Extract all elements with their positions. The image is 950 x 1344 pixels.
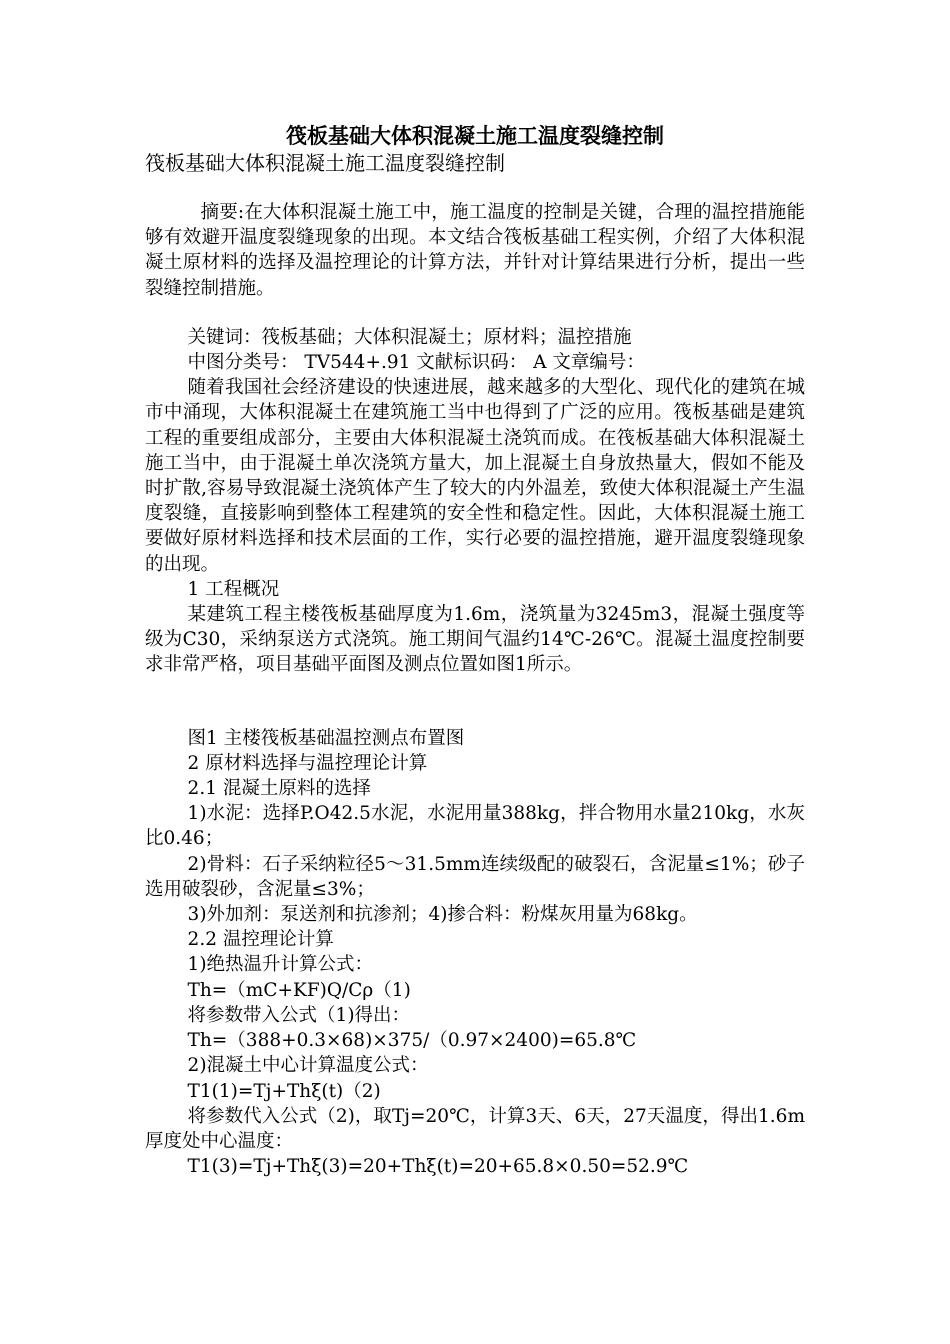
section-2-2-heading: 2.2 温控理论计算 (187, 929, 334, 951)
list-item-cement: 1)水泥：选择P.O42.5水泥，水泥用量388kg，拌合物用水量210kg，水灰比0.46； (145, 803, 805, 850)
list-item-admixture: 3)外加剂：泵送剂和抗渗剂；4)掺合料：粉煤灰用量为68kg。 (187, 904, 698, 926)
formula-2-title: 2)混凝土中心计算温度公式： (187, 1055, 429, 1077)
section-2-heading: 2 原材料选择与温控理论计算 (187, 752, 428, 774)
section-2-1-heading: 2.1 混凝土原料的选择 (187, 778, 371, 800)
figure-1-caption: 图1 主楼筏板基础温控测点布置图 (187, 727, 465, 749)
section-1-heading: 1 工程概况 (187, 578, 280, 600)
formula-1-sub-intro: 将参数带入公式（1)得出： (187, 1004, 411, 1026)
formula-1-result: Th=（388+0.3×68)×375/（0.97×2400)=65.8℃ (187, 1030, 637, 1052)
document-subtitle: 筏板基础大体积混凝土施工温度裂缝控制 (145, 151, 505, 175)
document-body (145, 200, 805, 1179)
spacer (145, 301, 805, 325)
section-1-paragraph: 某建筑工程主楼筏板基础厚度为1.6m，浇筑量为3245m3，混凝土强度等级为C30，采纳泵送方式浇筑。施工期间气温约14℃-26℃。混凝土温度控制要求非常严格，项目基础平面图及测点位置如图1所示。 (145, 604, 805, 676)
abstract-paragraph: 摘要:在大体积混凝土施工中，施工温度的控制是关键，合理的温控措施能够有效避开温度裂缝现象的出现。本文结合筏板基础工程实例，介绍了大体积混凝土原材料的选择及温控理论的计算方法，并针对计算结果进行分析，提出一些裂缝控制措施。 (145, 202, 805, 299)
formula-1: Th=（mC+KF)Q/Cρ（1) (187, 979, 411, 1001)
keywords-line: 关键词：筏板基础；大体积混凝土；原材料；温控措施 (187, 326, 632, 348)
formula-2: T1(1)=Tj+Thξ(t)（2) (187, 1080, 381, 1102)
formula-2-result: T1(3)=Tj+Thξ(3)=20+Thξ(t)=20+65.8×0.50=52.9℃ (187, 1156, 689, 1178)
figure-placeholder (145, 678, 805, 726)
formula-1-title: 1)绝热温升计算公式： (187, 954, 374, 976)
intro-paragraph: 随着我国社会经济建设的快速进展，越来越多的大型化、现代化的建筑在城市中涌现，大体积混凝土在建筑施工当中也得到了广泛的应用。筏板基础是建筑工程的重要组成部分，主要由大体积混凝土浇筑而成。在筏板基础大体积混凝土施工当中，由于混凝土单次浇筑方量大，加上混凝土自身放热量大，假如不能及时扩散,容易导致混凝土浇筑体产生了较大的内外温差，致使大体积混凝土产生温度裂缝，直接影响到整体工程建筑的安全性和稳定性。因此，大体积混凝土施工要做好原材料选择和技术层面的工作，实行必要的温控措施，避开温度裂缝现象的出现。 (145, 377, 805, 575)
document-title: 筏板基础大体积混凝土施工温度裂缝控制 (286, 124, 664, 148)
classification-line: 中图分类号： TV544+.91 文献标识码： A 文章编号： (187, 352, 645, 374)
formula-2-sub-intro: 将参数代入公式（2)，取Tj=20℃，计算3天、6天，27天温度，得出1.6m厚度处中心温度： (145, 1105, 805, 1152)
list-item-aggregate: 2)骨料：石子采纳粒径5～31.5mm连续级配的破裂石，含泥量≤1%；砂子选用破裂砂，含泥量≤3%； (145, 853, 805, 900)
